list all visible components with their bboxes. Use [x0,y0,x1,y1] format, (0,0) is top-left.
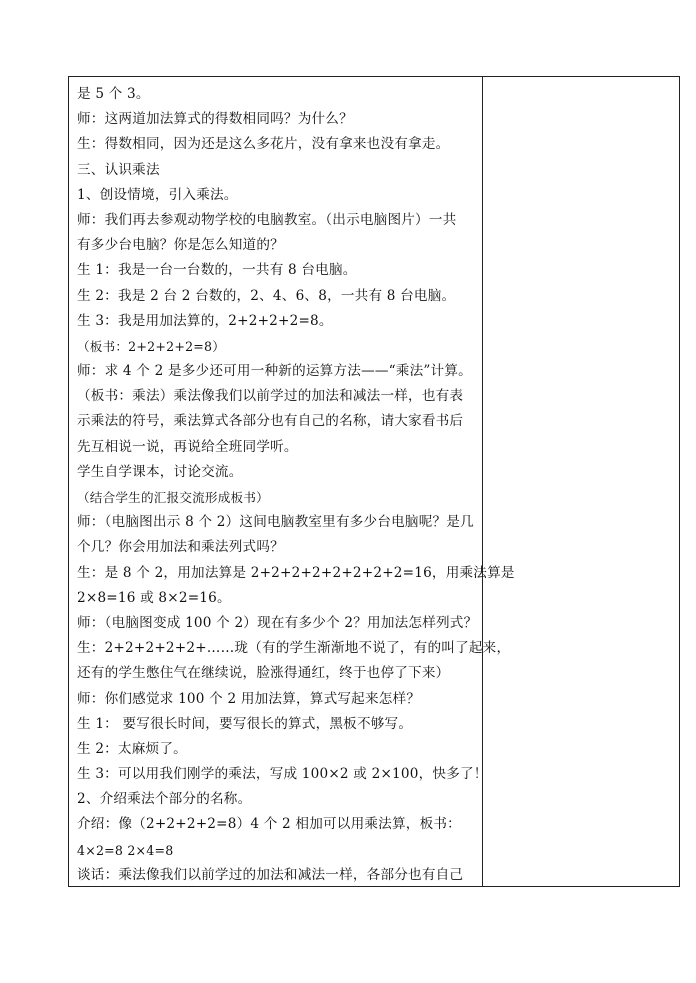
text-line: （板书：乘法）乘法像我们以前学过的加法和减法一样，也有表 [77,388,464,405]
text-line: （结合学生的汇报交流形成板书） [77,490,269,505]
text-line: 介绍：像（2+2+2+2=8）4 个 2 相加可以用乘法算，板书： [77,816,461,833]
text-line: 生 1：我是一台一台数的，一共有 8 台电脑。 [77,262,357,279]
text-line: 有多少台电脑？你是怎么知道的？ [77,237,284,254]
text-line: 还有的学生憋住气在继续说，脸涨得通红，终于也停了下来） [77,665,450,682]
text-line: 生 2：我是 2 台 2 台数的，2、4、6、8，一共有 8 台电脑。 [77,287,456,304]
text-line: 谈话：乘法像我们以前学过的加法和减法一样，各部分也有自己 [77,866,464,883]
text-line: 学生自学课本，讨论交流。 [77,463,243,480]
text-line: 2×8=16 或 8×2=16。 [77,589,231,606]
text-line: 生 2：太麻烦了。 [77,740,187,757]
text-line: 师：（电脑图出示 8 个 2）这间电脑教室里有多少台电脑呢？是几 [77,514,474,531]
text-line: 个几？你会用加法和乘法列式吗？ [77,539,284,556]
lesson-table [68,76,680,887]
text-line: 生：是 8 个 2，用加法算是 2+2+2+2+2+2+2+2=16，用乘法算是 [77,564,515,581]
text-line: 师：这两道加法算式的得数相同吗？为什么？ [77,111,353,128]
text-line: 生 3：我是用加法算的，2+2+2+2=8。 [77,312,333,329]
lesson-content-cell [77,82,515,888]
subsection-heading: 1、创设情境，引入乘法。 [77,186,238,203]
subsection-heading: 2、介绍乘法个部分的名称。 [77,791,252,808]
text-line: 是 5 个 3。 [77,86,150,102]
text-line: 先互相说一说，再说给全班同学听。 [77,438,298,455]
text-line: 生 1： 要写很长时间，要写很长的算式，黑板不够写。 [77,715,413,732]
text-line: 师：我们再去参观动物学校的电脑教室。（出示电脑图片）一共 [77,211,457,228]
text-line: 师：（电脑图变成 100 个 2）现在有多少个 2？用加法怎样列式？ [77,614,478,631]
text-line: （板书：2+2+2+2=8） [77,338,226,354]
text-line: 师：你们感觉求 100 个 2 用加法算，算式写起来怎样？ [77,690,421,707]
text-line: 生：2+2+2+2+2+……珑（有的学生渐渐地不说了，有的叫了起来， [77,640,511,657]
text-line: 师：求 4 个 2 是多少还可用一种新的运算方法——“乘法”计算。 [77,363,472,380]
column-divider [482,77,483,886]
text-line: 示乘法的符号，乘法算式各部分也有自己的名称，请大家看书后 [77,413,464,430]
text-line: 生 3：可以用我们刚学的乘法，写成 100×2 或 2×100，快多了！ [77,766,488,783]
text-line: 生：得数相同，因为还是这么多花片，没有拿来也没有拿走。 [77,136,450,153]
section-heading: 三、认识乘法 [77,161,160,178]
formula-line: 4×2=8 2×4=8 [77,842,174,858]
